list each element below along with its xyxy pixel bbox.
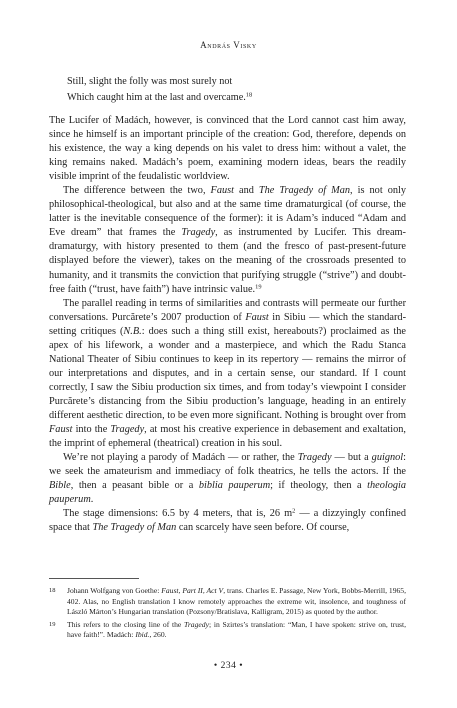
paragraph: The stage dimensions: 6.5 by 4 meters, that is, 26 $m^2$ — a dizzyingly confined space that The Tragedy of Man can scarcely have seen before. Of course, <box>49 507 406 534</box>
quote-line: Still, slight the folly was most surely not <box>67 76 233 87</box>
footnote-number: 18 <box>49 587 56 594</box>
footnote-ref: 18 <box>245 91 253 99</box>
footnote-separator <box>49 578 139 579</box>
body-text <box>49 114 406 535</box>
footnotes <box>49 586 406 643</box>
paragraph: The parallel reading in terms of similarities and contrasts will permeate our further conversations. Purcărete’s 2007 production of Faust in Sibiu — which the standard-setting critiques (N.B.: does such a thing still exist, hereabouts?) proclaimed as the apex of his lifework, a wonder and a masterpiece, and which the Radu Stanca National Theater of Sibiu continues to keep in its repertory — remains the mirror of our interpretations and disputes, and in a certain sense, our standard. If I count correctly, I saw the Sibiu production six times, and from today’s viewpoint I consider Purcărete’s distancing from the Sibiu production’s language, heading in an entirely different aesthetic direction, to be even more significant. Nothing is brought over from Faust into the Tragedy, at most his creative experience in debasement and exaltation, the imprint of ephemeral (theatrical) creation in his soul. <box>49 297 406 450</box>
quote-line: Which caught him at the last and overcame.$^{18}$ <box>67 91 253 103</box>
paragraph: We’re not playing a parody of Madách — or rather, the Tragedy — but a guignol: we seek the amateurism and immediacy of folk theatrics, he tells the actors. If the Bible, then a peasant bible or a biblia pauperum; if theology, then a theologia pauperum. <box>49 452 407 506</box>
footnote-text: This refers to the closing line of the Tragedy; in Szirtes’s translation: “Man, I have spoken: strive on, trust, have faith!”. Madách: Ibid., 260. <box>67 619 406 640</box>
footnote <box>49 620 406 641</box>
footnote <box>49 586 406 618</box>
running-head: András Visky <box>200 40 257 50</box>
paragraph: The Lucifer of Madách, however, is convinced that the Lord cannot cast him away, since he himself is an important principle of the creation: God, therefore, depends on his existence, the way a king depends on his valet to dress him: without a valet, the king remains naked. Madách’s poem, examining modern ideas, bears the readily visible imprint of the feudalistic worldview. <box>49 115 406 183</box>
paragraph: The difference between the two, Faust and The Tragedy of Man, is not only philosophical-theological, but also and at the same time dramaturgical (of course, the latter is the inevitable consequence of the former): it is Adam’s induced “Adam and Eve dream” that frames the Tragedy, as instrumented by Lucifer. This dream-dramaturgy, with history presented to them (and the fresco of past-present-future displayed before the viewer), takes on the meaning of the crossroads presented to humanity, and it transmits the conviction that purifying struggle (“strive”) and doubt-free faith (“trust, have faith”) have intrinsic value.$^{19}$ <box>49 185 406 295</box>
footnote-text: Johann Wolfgang von Goethe: Faust, Part II, Act V, trans. Charles E. Passage, New York, Bobbs-Merrill, 1965, 402. Alas, no English translation I know remotely approaches the extreme wit, insolence, and toughness of László Márton’s Hungarian translation (Pozsony/Bratislava, Kalligram, 2015) as quoted by the author. <box>67 586 406 617</box>
verse-quotation <box>67 74 387 106</box>
footnote-number: 19 <box>49 620 56 628</box>
page-number: • 234 • <box>213 661 244 671</box>
